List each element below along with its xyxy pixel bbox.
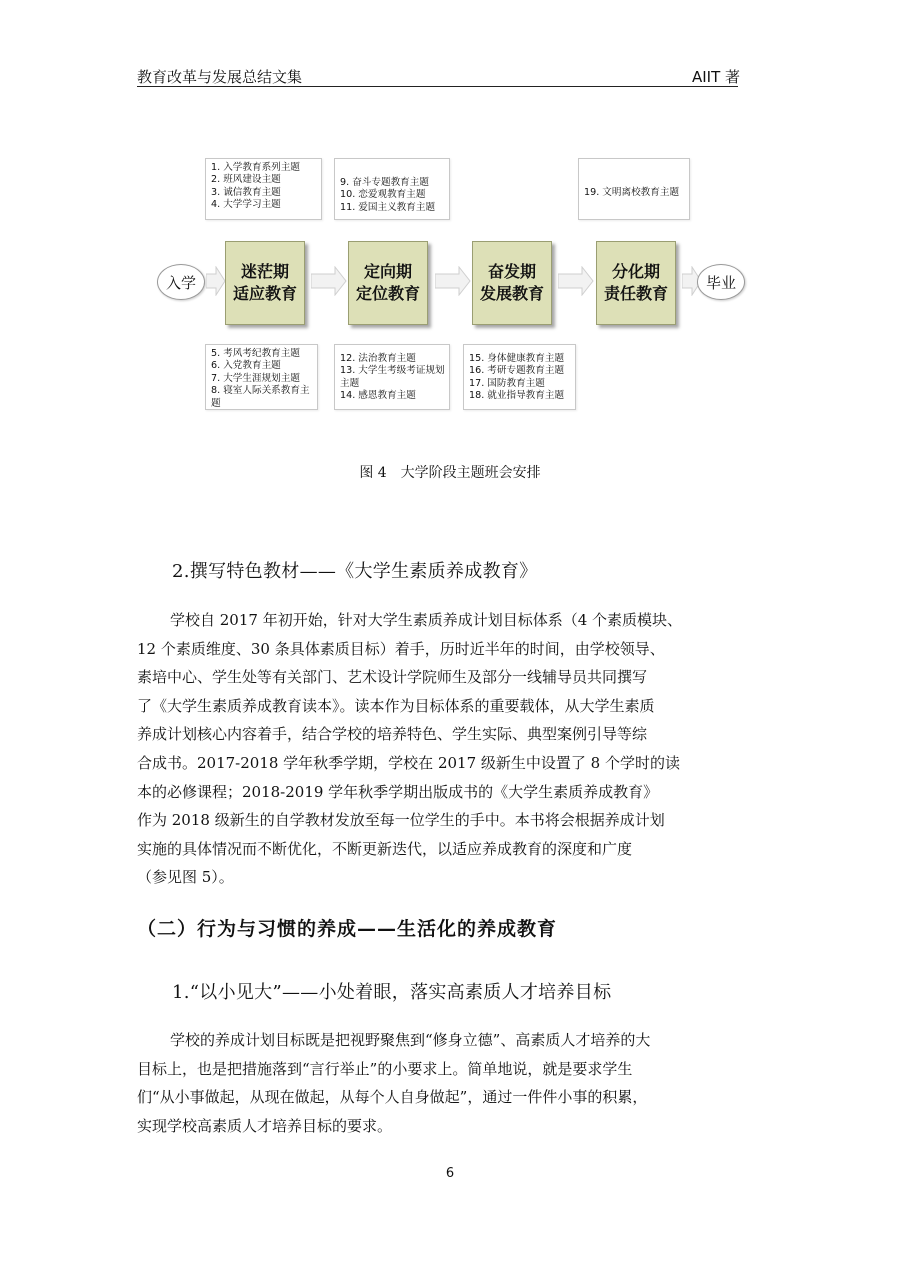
section-heading-small-things: 1.“以小见大”——小处着眼，落实高素质人才培养目标 bbox=[172, 982, 612, 1003]
paragraph-small-things bbox=[137, 1026, 763, 1140]
topic-item: 1. 入学教育系列主题 bbox=[211, 162, 300, 173]
topic-box-bottom-3 bbox=[463, 344, 576, 410]
arrow-right-icon bbox=[206, 266, 226, 296]
paragraph-textbook bbox=[137, 606, 763, 892]
topic-item: 3. 诚信教育主题 bbox=[211, 186, 281, 198]
text-line: 实现学校高素质人才培养目标的要求。 bbox=[137, 1116, 393, 1135]
arrow-right-icon bbox=[558, 266, 594, 296]
arrow-right-icon bbox=[435, 266, 471, 296]
text-line: 素培中心、学生处等有关部门、艺术设计学院师生及部分一线辅导员共同撰写 bbox=[137, 668, 648, 687]
topic-item: 5. 考风考纪教育主题 bbox=[211, 348, 300, 359]
topic-item: 2. 班风建设主题 bbox=[211, 174, 281, 186]
diagram-stage-flow bbox=[150, 150, 750, 420]
topic-item: 13. 大学生考级考证规划 bbox=[340, 365, 445, 377]
stage-label: 适应教育 bbox=[232, 284, 297, 303]
stage-label: 定位教育 bbox=[355, 284, 420, 303]
section-heading-textbook: 2.撰写特色教材——《大学生素质养成教育》 bbox=[172, 561, 538, 582]
stage-box-4 bbox=[596, 241, 676, 325]
section-heading-behavior: （二）行为与习惯的养成——生活化的养成教育 bbox=[137, 918, 558, 940]
text-line: 养成计划核心内容着手，结合学校的培养特色、学生实际、典型案例引导等综 bbox=[137, 725, 648, 744]
topic-item: 12. 法治教育主题 bbox=[340, 353, 416, 364]
text-line: 们“从小事做起，从现在做起，从每个人自身做起”，通过一件件小事的积累， bbox=[137, 1088, 648, 1107]
stage-label: 责任教育 bbox=[603, 284, 668, 303]
topic-box-top-1 bbox=[205, 158, 322, 220]
end-node: 毕业 bbox=[697, 264, 745, 300]
topic-item: 18. 就业指导教育主题 bbox=[469, 390, 565, 402]
stage-label: 分化期 bbox=[611, 262, 660, 281]
stage-box-1 bbox=[225, 241, 305, 325]
topic-item: 主题 bbox=[340, 377, 360, 389]
running-header-author: AIIT 著 bbox=[692, 68, 741, 86]
stage-box-3 bbox=[472, 241, 552, 325]
text-line: 了《大学生素质养成教育读本》。读本作为目标体系的重要载体，从大学生素质 bbox=[137, 696, 655, 715]
topic-item: 16. 考研专题教育主题 bbox=[469, 365, 565, 377]
topic-item: 14. 感恩教育主题 bbox=[340, 390, 416, 402]
topic-item: 8. 寝室人际关系教育主 bbox=[211, 385, 310, 397]
header-rule bbox=[137, 86, 738, 87]
topic-item: 7. 大学生涯规划主题 bbox=[211, 372, 300, 384]
topic-item: 11. 爱国主义教育主题 bbox=[340, 201, 436, 213]
text-line: 作为 2018 级新生的自学教材发放至每一位学生的手中。本书将会根据养成计划 bbox=[137, 811, 665, 830]
text-line: 本的必修课程；2018-2019 学年秋季学期出版成书的《大学生素质养成教育》 bbox=[137, 782, 659, 801]
topic-item: 9. 奋斗专题教育主题 bbox=[340, 177, 429, 188]
topic-item: 6. 入党教育主题 bbox=[211, 360, 281, 372]
stage-box-2 bbox=[348, 241, 428, 325]
topic-box-top-3 bbox=[578, 158, 690, 220]
stage-label: 发展教育 bbox=[479, 284, 544, 303]
topic-item: 19. 文明离校教育主题 bbox=[584, 187, 680, 198]
text-line: 目标上，也是把措施落到“言行举止”的小要求上。简单地说，就是要求学生 bbox=[137, 1059, 633, 1078]
topic-item: 10. 恋爱观教育主题 bbox=[340, 189, 426, 201]
topic-item: 4. 大学学习主题 bbox=[211, 199, 281, 211]
topic-box-bottom-1 bbox=[205, 344, 318, 410]
topic-box-top-2 bbox=[334, 158, 450, 220]
page-number: 6 bbox=[445, 1166, 455, 1181]
text-line: 学校的养成计划目标既是把视野聚焦到“修身立德”、高素质人才培养的大 bbox=[170, 1031, 651, 1049]
stage-label: 迷茫期 bbox=[240, 262, 289, 281]
running-header-title: 教育改革与发展总结文集 bbox=[137, 68, 303, 86]
topic-item: 17. 国防教育主题 bbox=[469, 377, 545, 389]
text-line: （参见图 5）。 bbox=[137, 868, 234, 887]
stage-label: 奋发期 bbox=[487, 262, 536, 281]
text-line: 学校自 2017 年初开始，针对大学生素质养成计划目标体系（4 个素质模块、 bbox=[170, 611, 683, 629]
text-line: 合成书。2017-2018 学年秋季学期，学校在 2017 级新生中设置了 8 个学时的读 bbox=[137, 753, 680, 772]
stage-label: 定向期 bbox=[363, 262, 412, 281]
topic-item: 题 bbox=[211, 397, 221, 409]
topic-item: 15. 身体健康教育主题 bbox=[469, 353, 565, 364]
text-line: 实施的具体情况而不断优化，不断更新迭代，以适应养成教育的深度和广度 bbox=[137, 839, 633, 858]
arrow-right-icon bbox=[311, 266, 347, 296]
text-line: 12 个素质维度、30 条具体素质目标）着手，历时近半年的时间，由学校领导、 bbox=[137, 639, 665, 658]
topic-box-bottom-2 bbox=[334, 344, 450, 410]
start-node: 入学 bbox=[157, 264, 205, 300]
figure-caption: 图 4 大学阶段主题班会安排 bbox=[359, 465, 541, 481]
